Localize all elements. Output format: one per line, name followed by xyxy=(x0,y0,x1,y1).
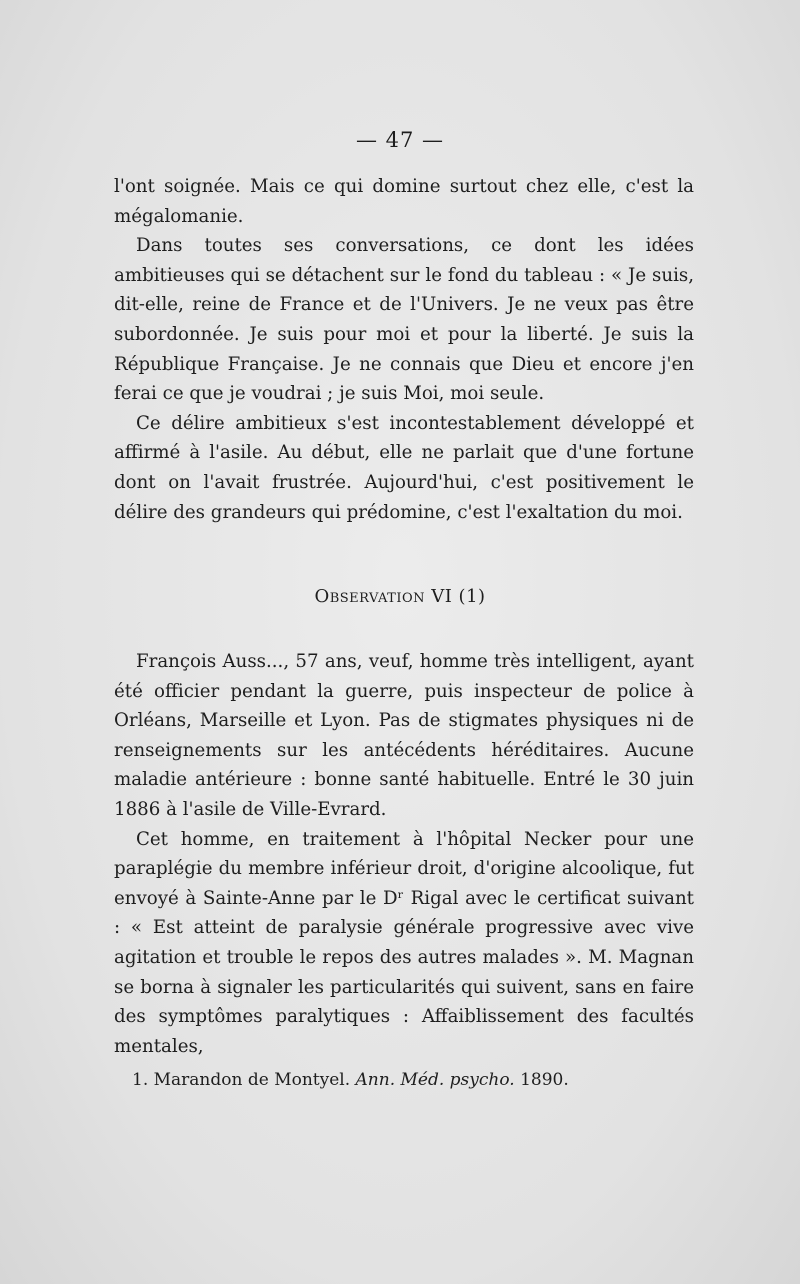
footnote xyxy=(132,1070,569,1090)
paragraph: Dans toutes ses conversations, ce dont les idées ambitieuses qui se détachent sur le fond du tableau : « Je suis, dit-elle, reine de France et de l'Univers. Je ne veux pas être subordonnée. Je suis pour moi et pour la liberté. Je suis la République Française. Je ne connais que Dieu et encore j'en ferai ce que je voudrai ; je suis Moi, moi seule. xyxy=(114,235,694,405)
text-block-top xyxy=(114,172,694,527)
paragraph: Ce délire ambitieux s'est incontestablement développé et affirmé à l'asile. Au début, elle ne parlait que d'une fortune dont on l'avait frustrée. Aujourd'hui, c'est positivement le délire des grandeurs qui prédomine, c'est l'exaltation du moi. xyxy=(114,412,694,523)
text-block-bottom xyxy=(114,647,694,1061)
footnote-year: 1890. xyxy=(520,1070,569,1090)
footnote-author: 1. Marandon de Montyel. xyxy=(132,1070,351,1090)
page-number: — 47 — xyxy=(355,128,445,152)
paragraph: l'ont soignée. Mais ce qui domine surtout chez elle, c'est la mégalomanie. xyxy=(114,176,694,227)
paragraph: François Auss..., 57 ans, veuf, homme très intelligent, ayant été officier pendant la guerre, puis inspecteur de police à Orléans, Marseille et Lyon. Pas de stigmates physiques ni de renseignements sur les antécédents héréditaires. Aucune maladie antérieure : bonne santé habituelle. Entré le 30 juin 1886 à l'asile de Ville-Evrard. xyxy=(114,651,694,820)
footnote-journal: Ann. Méd. psycho. xyxy=(355,1070,515,1090)
section-heading: Observation VI (1) xyxy=(314,586,486,607)
paragraph: Cet homme, en traitement à l'hôpital Necker pour une paraplégie du membre inférieur droit, d'origine alcoolique, fut envoyé à Sainte-Anne par le Dʳ Rigal avec le certificat suivant : « Est atteint de paralysie générale progressive avec vive agitation et trouble le repos des autres malades ». M. Magnan se borna à signaler les particularités qui suivent, sans en faire des symptômes paralytiques : Affaiblissement des facultés mentales, xyxy=(114,828,694,1057)
